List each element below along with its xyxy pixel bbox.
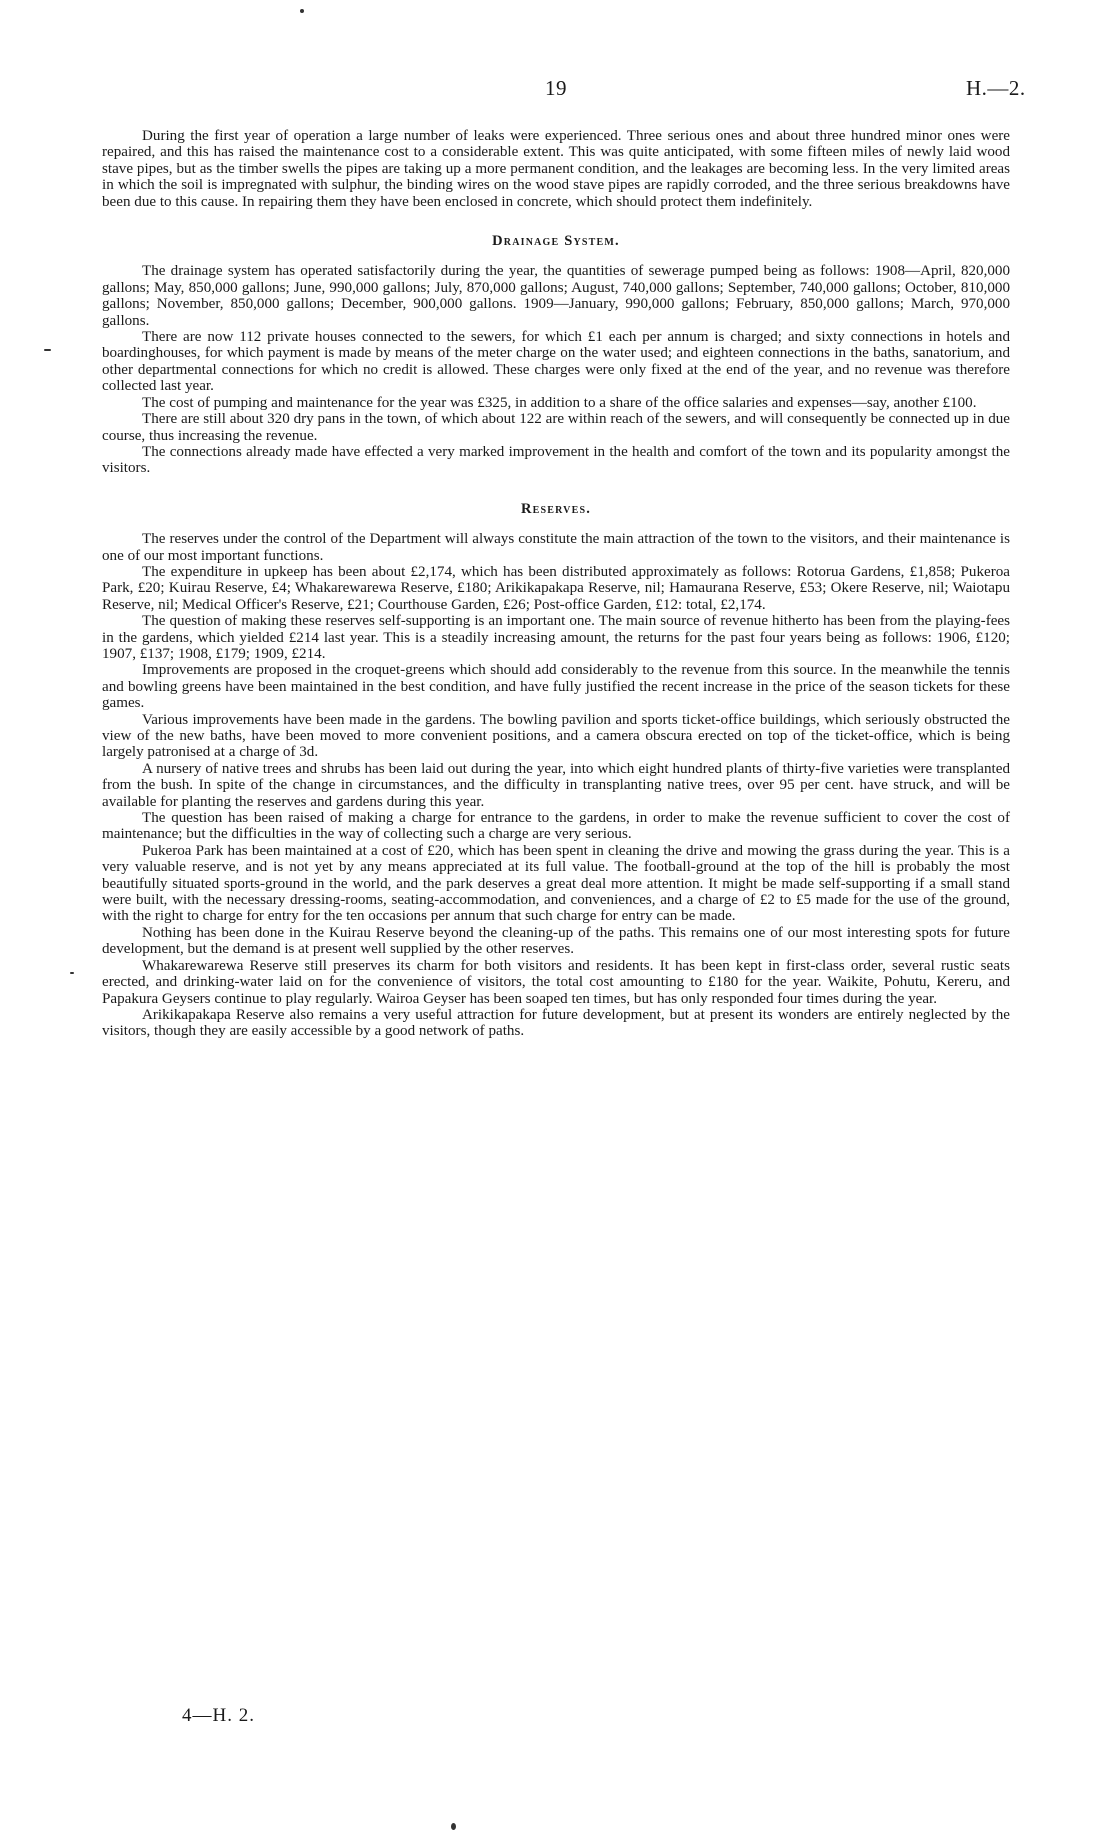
scan-speck <box>300 9 304 13</box>
sheet-signature: 4—H. 2. <box>182 1705 255 1726</box>
section-heading-reserves: Reserves. <box>520 500 592 517</box>
reserves-paragraph: Improvements are proposed in the croquet-greens which should add considerably to the revenue from this source. In the meanwhile the tennis and bowling greens have been maintained in the best condition, and have fully justified the recent increase in the price of the season tickets for these games. <box>102 662 1010 712</box>
reserves-paragraph: Nothing has been done in the Kuirau Reserve beyond the cleaning-up of the paths. This remains one of our most interesting spots for future development, but the demand is at present well supplied by the other reserves. <box>102 924 1010 958</box>
scan-speck <box>451 1823 456 1830</box>
intro-paragraph: During the first year of operation a large number of leaks were experienced. Three serious ones and about three hundred minor ones were repaired, and this has raised the maintenance cost to a considerable extent. This was quite anticipated, with some fifteen miles of newly laid wood stave pipes, but as the timber swells the pipes are taking up a more permanent condition, and the leakages are becoming less. In the very limited areas in which the soil is impregnated with sulphur, the binding wires on the wood stave pipes are rapidly corroded, and the three serious breakdowns have been due to this cause. In repairing them they have been enclosed in concrete, which should protect them indefinitely. <box>102 128 1010 210</box>
reserves-paragraph: Whakarewarewa Reserve still preserves its charm for both visitors and residents. It has been kept in first-class order, several rustic seats erected, and drinking-water laid on for the convenience of visitors, the total cost amounting to £180 for the year. Waikite, Pohutu, Kereru, and Papakura Geysers continue to play regularly. Wairoa Geyser has been soaped ten times, but has only responded four times during the year. <box>102 957 1010 1007</box>
scan-speck <box>44 349 51 351</box>
page-header <box>0 76 1114 106</box>
drainage-paragraph: There are now 112 private houses connected to the sewers, for which £1 each per annum is charged; and sixty connections in hotels and boardinghouses, for which payment is made by means of the meter charge on the water used; and eighteen connections in the baths, sanatorium, and other departmental connections for which no credit is allowed. These charges were only fixed at the end of the year, and no revenue was therefore collected last year. <box>102 329 1010 395</box>
reserves-paragraph: A nursery of native trees and shrubs has been laid out during the year, into which eight hundred plants of thirty-five varieties were transplanted from the bush. In spite of the change in circumstances, and the difficulty in transplanting native trees, over 95 per cent. have struck, and will be available for planting the reserves and gardens during this year. <box>102 760 1010 810</box>
drainage-paragraph: There are still about 320 dry pans in the town, of which about 122 are within reach of the sewers, and will consequently be connected up in due course, thus increasing the revenue. <box>102 411 1010 444</box>
reserves-paragraph: The reserves under the control of the Department will always constitute the main attraction of the town to the visitors, and their maintenance is one of our most important functions. <box>102 531 1010 564</box>
drainage-paragraph: The connections already made have effected a very marked improvement in the health and comfort of the town and its popularity amongst the visitors. <box>102 443 1010 477</box>
drainage-paragraph: The cost of pumping and maintenance for the year was £325, in addition to a share of the office salaries and expenses—say, another £100. <box>142 394 977 411</box>
scan-speck <box>70 972 74 974</box>
page-number: 19 <box>545 76 567 100</box>
document-code: H.—2. <box>966 76 1026 100</box>
reserves-paragraph: Pukeroa Park has been maintained at a cost of £20, which has been spent in cleaning the drive and mowing the grass during the year. This is a very valuable reserve, and is not yet by any means appreciated at its full value. The football-ground at the top of the hill is probably the most beautifully situated sports-ground in the world, and the park deserves a great deal more attention. It might be made self-supporting if a small stand were built, with the necessary dressing-rooms, seating-accommodation, and conveniences, and a charge of £2 to £5 made for the use of the ground, with the right to charge for entry for the ten occasions per annum that such charge for entry can be made. <box>102 842 1010 925</box>
page-body <box>102 128 1010 1040</box>
reserves-paragraph: The expenditure in upkeep has been about £2,174, which has been distributed approximately as follows: Rotorua Gardens, £1,858; Pukeroa Park, £20; Kuirau Reserve, £4; Whakarewarewa Reserve, £180; Arikikapakapa Reserve, nil; Hamaurana Reserve, £53; Okere Reserve, nil; Waiotapu Reserve, nil; Medical Officer's Reserve, £21; Courthouse Garden, £26; Post-office Garden, £12: total, £2,174. <box>102 563 1010 613</box>
drainage-paragraph: The drainage system has operated satisfactorily during the year, the quantities of sewerage pumped being as follows: 1908—April, 820,000 gallons; May, 850,000 gallons; June, 990,000 gallons; July, 870,000 gallons; August, 740,000 gallons; September, 740,000 gallons; October, 810,000 gallons; November, 850,000 gallons; December, 900,000 gallons. 1909—January, 990,000 gallons; February, 850,000 gallons; March, 970,000 gallons. <box>102 263 1010 329</box>
reserves-paragraph: Arikikapakapa Reserve also remains a very useful attraction for future development, but at present its wonders are entirely neglected by the visitors, though they are easily accessible by a good network of paths. <box>102 1006 1010 1040</box>
reserves-paragraph: The question of making these reserves self-supporting is an important one. The main source of revenue hitherto has been from the playing-fees in the gardens, which yielded £214 last year. This is a steadily increasing amount, the returns for the past four years being as follows: 1906, £120; 1907, £137; 1908, £179; 1909, £214. <box>102 613 1010 662</box>
section-heading-drainage: Drainage System. <box>492 233 620 250</box>
reserves-paragraph: Various improvements have been made in the gardens. The bowling pavilion and sports ticket-office buildings, which seriously obstructed the view of the new baths, have been moved to more convenient positions, and a camera obscura erected on top of the ticket-office, which is being largely patronised at a charge of 3d. <box>102 711 1010 761</box>
reserves-paragraph: The question has been raised of making a charge for entrance to the gardens, in order to make the revenue sufficient to cover the cost of maintenance; but the difficulties in the way of collecting such a charge are very serious. <box>102 810 1010 843</box>
